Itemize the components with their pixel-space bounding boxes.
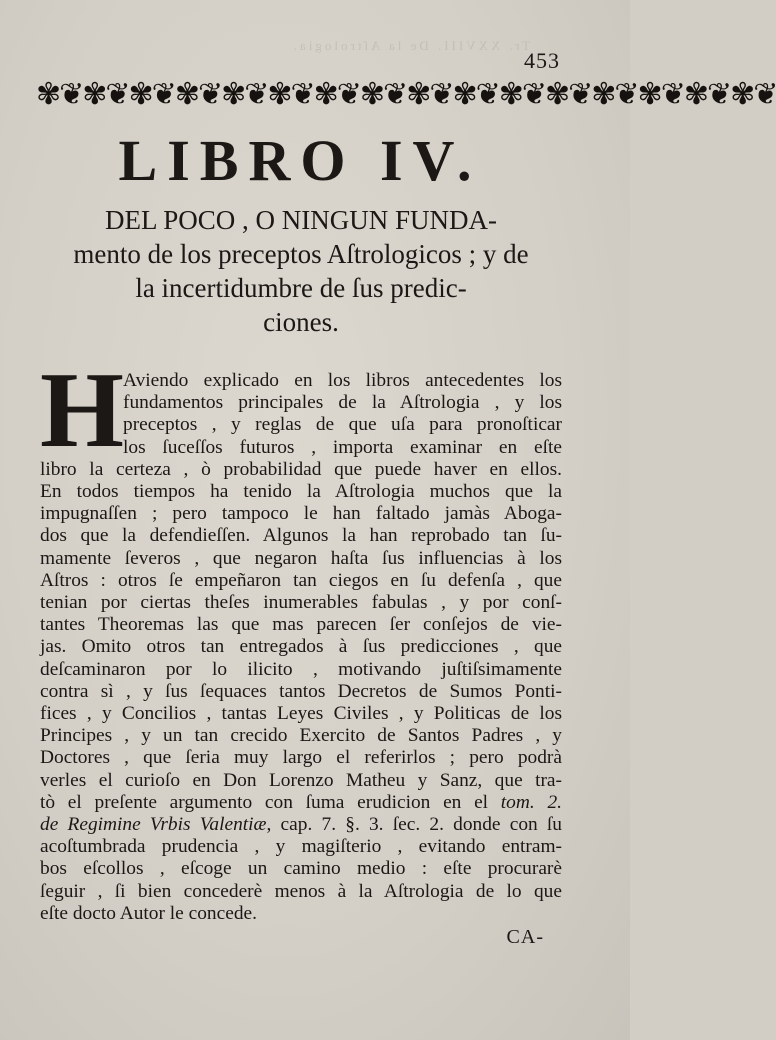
body-line: los ſuceſſos futuros , importa examinar en eſte bbox=[123, 436, 562, 458]
body-text bbox=[40, 351, 562, 925]
body-line: Principes , y un tan crecido Exercito de Santos Padres , y bbox=[40, 725, 562, 747]
body-line: Doctores , que ſeria muy largo el referirlos ; pero podrà bbox=[40, 747, 562, 769]
body-line: tantes Theoremas las que mas parecen ſer conſejos de vie- bbox=[40, 614, 562, 636]
show-through-text: Tr. XXVIII. De la Aſtrologia. bbox=[290, 38, 530, 53]
body-line: bos eſcollos , eſcoge un camino medio : eſte procurarè bbox=[40, 858, 562, 880]
chapter-subtitle bbox=[36, 203, 566, 339]
ornamental-border: ✾❦✾❦✾❦✾❦✾❦✾❦✾❦✾❦✾❦✾❦✾❦✾❦✾❦✾❦✾❦✾❦ bbox=[36, 78, 776, 111]
body-line: impugnaſſen ; pero tampoco le han faltado jamàs Aboga- bbox=[40, 503, 562, 525]
subtitle-line: mento de los preceptos Aſtrologicos ; y de bbox=[73, 239, 529, 269]
italic-title: de Regimine Vrbis Valentiæ bbox=[40, 814, 267, 836]
body-line: ſeguir , ſi bien concederè menos à la Aſtrologia de lo que bbox=[40, 880, 562, 902]
body-line: acoſtumbrada prudencia , y magiſterio , evitando entram- bbox=[40, 836, 562, 858]
body-line-text: tò el preſente argumento con ſuma erudicion en el bbox=[40, 791, 489, 813]
body-line: verles el curioſo en Don Lorenzo Matheu y Sanz, que tra- bbox=[40, 769, 562, 791]
subtitle-line: DEL POCO , O NINGUN FUNDA- bbox=[105, 205, 497, 235]
body-line-text: , cap. 7. §. 3. ſec. 2. donde con ſu bbox=[266, 814, 562, 836]
body-line-with-italic bbox=[40, 792, 562, 814]
chapter-title: LIBRO IV. bbox=[118, 128, 482, 193]
body-line: preceptos , y reglas de que uſa para pronoſticar bbox=[123, 414, 562, 436]
body-line: mamente ſeveros , que negaron haſta ſus influencias à los bbox=[40, 547, 562, 569]
body-line: Aviendo explicado en los libros antecedentes los bbox=[123, 370, 562, 391]
body-line: Aſtros : otros ſe empeñaron tan ciegos en ſu defenſa , que bbox=[40, 569, 562, 591]
subtitle-line: la incertidumbre de ſus predic- bbox=[135, 273, 467, 303]
body-line: eſte docto Autor le concede. bbox=[40, 902, 257, 924]
body-line: deſcaminaron por lo ilicito , motivando juſtiſsimamente bbox=[40, 658, 562, 680]
body-line: libro la certeza , ò probabilidad que puede haver en ellos. bbox=[40, 458, 562, 480]
body-line-with-italic bbox=[40, 814, 562, 836]
subtitle-line: ciones. bbox=[263, 307, 339, 337]
body-line: fices , y Concilios , tantas Leyes Civiles , y Politicas de los bbox=[40, 703, 562, 725]
body-line: contra sì , y ſus ſequaces tantos Decretos de Sumos Ponti- bbox=[40, 680, 562, 702]
body-line: tenian por ciertas theſes inumerables fabulas , y por conſ- bbox=[40, 592, 562, 614]
italic-reference: tom. 2. bbox=[500, 791, 562, 813]
drop-cap: H bbox=[40, 351, 125, 470]
page-number: 453 bbox=[524, 48, 560, 73]
body-line: En todos tiempos ha tenido la Aſtrologia muchos que la bbox=[40, 481, 562, 503]
body-line: fundamentos principales de la Aſtrologia , y los bbox=[123, 392, 562, 414]
catchword: CA- bbox=[506, 926, 544, 948]
body-line: dos que la defendieſſen. Algunos la han reprobado tan ſu- bbox=[40, 525, 562, 547]
body-line: jas. Omito otros tan entregados à ſus predicciones , que bbox=[40, 636, 562, 658]
